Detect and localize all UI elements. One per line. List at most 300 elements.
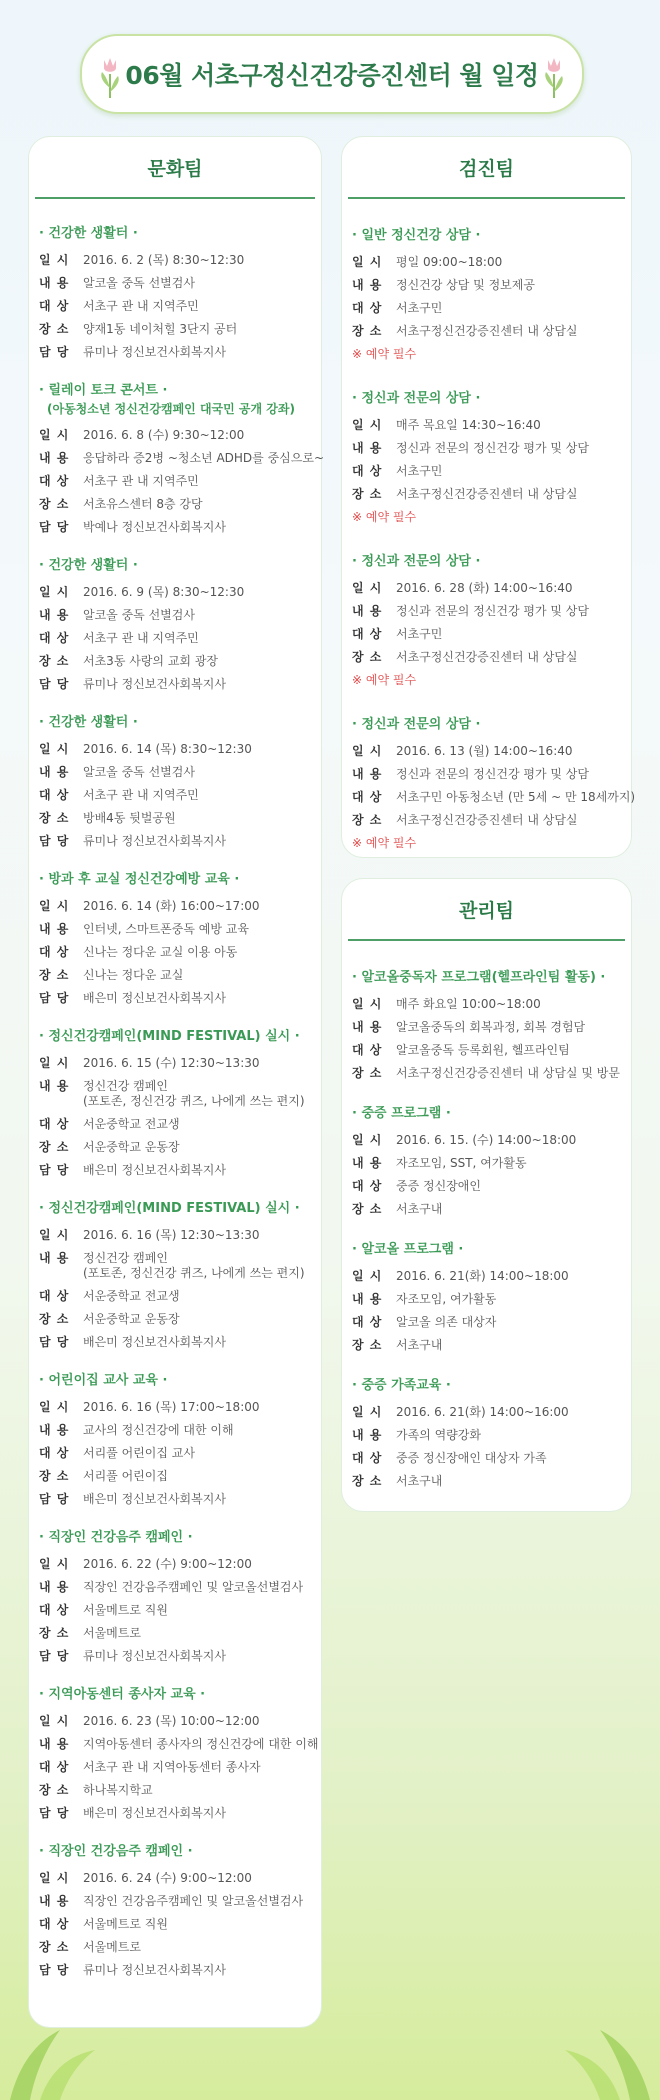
- section-title-text: · 알코올 프로그램 ·: [352, 1242, 464, 1257]
- info-row: [39, 1760, 311, 1775]
- info-value-line: 서초3동 사랑의 교회 광장: [83, 654, 218, 668]
- info-value-line: 응답하라 증2병 ~청소년 ADHD를 중심으로~: [83, 451, 325, 465]
- info-row: [39, 834, 311, 849]
- info-value: [396, 1474, 442, 1489]
- info-value: [396, 1405, 569, 1420]
- info-label: 담 당: [39, 677, 70, 691]
- info-value: [396, 1292, 496, 1307]
- info-label: 내 용: [39, 1423, 70, 1437]
- info-value-line: 정신과 전문의 정신건강 평가 및 상담: [396, 604, 589, 618]
- info-label: 내 용: [39, 1079, 70, 1093]
- schedule-section: [352, 1241, 621, 1353]
- schedule-section: [39, 225, 311, 360]
- info-value-line: 서초구 관 내 지역주민: [83, 474, 199, 488]
- info-value: [83, 788, 199, 803]
- info-row: [352, 1020, 621, 1035]
- info-row: [39, 1714, 311, 1729]
- info-label: 대 상: [352, 464, 383, 478]
- info-row: [352, 604, 621, 619]
- info-value-line: 인터넷, 스마트폰중독 예방 교육: [83, 922, 249, 936]
- info-row: [39, 1894, 311, 1909]
- info-label: 장 소: [39, 1469, 70, 1483]
- info-value: [83, 922, 249, 937]
- info-value-line: 배은미 정신보건사회복지사: [83, 1335, 226, 1349]
- schedule-section: [39, 1200, 311, 1350]
- section-title-text: · 어린이집 교사 교육 ·: [39, 1373, 168, 1388]
- info-label: 일 시: [39, 1400, 70, 1414]
- info-value-line: 서초구정신건강증진센터 내 상담실: [396, 487, 578, 501]
- schedule-section: [352, 969, 621, 1081]
- info-value: [83, 1917, 168, 1932]
- info-label: 대 상: [39, 788, 70, 802]
- info-value: [396, 1133, 576, 1148]
- info-value: [396, 487, 578, 502]
- info-value-line: 2016. 6. 21(화) 14:00~18:00: [396, 1269, 569, 1283]
- info-label: 장 소: [39, 1140, 70, 1154]
- info-label: 일 시: [352, 997, 383, 1011]
- info-label: 일 시: [39, 253, 70, 267]
- info-value-line: 2016. 6. 16 (목) 17:00~18:00: [83, 1400, 260, 1414]
- info-value-line: 2016. 6. 9 (목) 8:30~12:30: [83, 585, 245, 599]
- info-label: 내 용: [39, 765, 70, 779]
- section-title-text: · 일반 정신건강 상담 ·: [352, 228, 481, 243]
- section-title: [352, 390, 621, 408]
- info-label: 담 당: [39, 991, 70, 1005]
- info-label: 내 용: [39, 922, 70, 936]
- section-title: [352, 227, 621, 245]
- info-value: [83, 1626, 141, 1641]
- section-title: [39, 714, 311, 732]
- info-row: [352, 441, 621, 456]
- info-label: 대 상: [39, 1117, 70, 1131]
- info-label: 대 상: [352, 1451, 383, 1465]
- info-value: [83, 1423, 234, 1438]
- section-title-text: · 건강한 생활터 ·: [39, 226, 138, 241]
- info-row: [39, 345, 311, 360]
- info-value-line: 알코올중독 등록회원, 헬프라인팀: [396, 1043, 570, 1057]
- info-row: [352, 1474, 621, 1489]
- info-value: [396, 744, 573, 759]
- info-value: [83, 1446, 195, 1461]
- schedule-section: [39, 871, 311, 1006]
- info-row: [352, 1338, 621, 1353]
- info-value-line: 서리풀 어린이집: [83, 1469, 168, 1483]
- info-value: [83, 1335, 226, 1350]
- info-label: 장 소: [39, 811, 70, 825]
- info-label: 담 당: [39, 1492, 70, 1506]
- info-label: 내 용: [39, 1737, 70, 1751]
- info-row: [39, 299, 311, 314]
- info-value: [83, 322, 237, 337]
- info-value-line: 정신건강 캠페인: [83, 1251, 168, 1265]
- section-title: [352, 969, 621, 987]
- info-label: 장 소: [39, 1626, 70, 1640]
- info-value-line: (포토존, 정신건강 퀴즈, 나에게 쓰는 편지): [83, 1094, 305, 1108]
- info-row: [39, 1580, 311, 1595]
- info-value: [83, 608, 195, 623]
- checkup-team-panel: [341, 136, 636, 858]
- info-value: [396, 997, 541, 1012]
- info-row: [39, 742, 311, 757]
- info-value-line: 알코올중독의 회복과정, 회복 경험담: [396, 1020, 586, 1034]
- info-value-line: 알코올 중독 선별검사: [83, 608, 195, 622]
- section-title: [352, 716, 621, 734]
- info-value: [83, 1469, 168, 1484]
- info-value-line: 교사의 정신건강에 대한 이해: [83, 1423, 234, 1437]
- info-row: [39, 1469, 311, 1484]
- info-label: 내 용: [39, 1580, 70, 1594]
- info-value: [83, 1140, 180, 1155]
- info-value-line: 지역아동센터 종사자의 정신건강에 대한 이해: [83, 1737, 319, 1751]
- info-row: [39, 788, 311, 803]
- info-value: [83, 991, 226, 1006]
- grass-decoration: [540, 1990, 660, 2100]
- page-header: [80, 34, 584, 114]
- info-row: [39, 1649, 311, 1664]
- info-row: [352, 997, 621, 1012]
- info-label: 일 시: [352, 418, 383, 432]
- reservation-notice: ※ 예약 필수: [352, 347, 417, 361]
- info-row: [39, 1917, 311, 1932]
- info-value: [396, 1179, 481, 1194]
- info-label: 일 시: [352, 255, 383, 269]
- info-value: [396, 767, 589, 782]
- info-value-line: 알코올 중독 선별검사: [83, 765, 195, 779]
- info-label: 일 시: [39, 1056, 70, 1070]
- info-value-line: 서초구내: [396, 1202, 443, 1216]
- info-value-line: 류미나 정신보건사회복지사: [83, 345, 226, 359]
- info-row: [39, 1557, 311, 1572]
- info-label: 장 소: [352, 487, 383, 501]
- info-value: [396, 1202, 442, 1217]
- info-value-line: 서초구민 아동청소년 (만 5세 ~ 만 18세까지): [396, 790, 636, 804]
- info-label: 장 소: [352, 1338, 383, 1352]
- info-value-line: 서초구내: [396, 1338, 443, 1352]
- info-value-line: 서초구민: [396, 301, 443, 315]
- info-value-line: 서초구정신건강증진센터 내 상담실: [396, 324, 578, 338]
- info-value: [83, 1649, 226, 1664]
- culture-team-panel: [28, 136, 325, 2028]
- info-row: [39, 1312, 311, 1327]
- info-label: 담 당: [39, 345, 70, 359]
- info-row: [39, 1806, 311, 1821]
- info-value-line: 2016. 6. 21(화) 14:00~16:00: [396, 1405, 569, 1419]
- schedule-section: [352, 716, 636, 851]
- info-value: [83, 1079, 305, 1109]
- section-title: [352, 1241, 621, 1259]
- info-value-line: 배은미 정신보건사회복지사: [83, 1163, 226, 1177]
- info-value: [83, 276, 195, 291]
- info-value: [83, 1580, 303, 1595]
- info-value-line: 서초유스센터 8층 강당: [83, 497, 203, 511]
- section-title: [39, 1028, 311, 1046]
- info-value: [83, 742, 252, 757]
- info-value-line: 서초구 관 내 지역주민: [83, 631, 199, 645]
- info-value: [83, 1871, 252, 1886]
- section-title-text: · 정신건강캠페인(MIND FESTIVAL) 실시 ·: [39, 1201, 300, 1216]
- info-value-line: 서초구민: [396, 464, 443, 478]
- info-row: [352, 1428, 621, 1443]
- schedule-section: [39, 1372, 311, 1507]
- info-value: [396, 1066, 620, 1081]
- info-value: [83, 585, 244, 600]
- info-value: [83, 945, 237, 960]
- info-row: [39, 497, 311, 512]
- info-row: [352, 278, 621, 293]
- info-row: [352, 1066, 621, 1081]
- info-value-line: 배은미 정신보건사회복지사: [83, 991, 226, 1005]
- info-row: [39, 765, 311, 780]
- info-label: 대 상: [352, 1043, 383, 1057]
- info-label: 장 소: [352, 650, 383, 664]
- section-title-text: · 직장인 건강음주 캠페인 ·: [39, 1530, 193, 1545]
- info-value: [83, 253, 244, 268]
- info-label: 내 용: [352, 604, 383, 618]
- info-value: [396, 301, 442, 316]
- info-label: 일 시: [352, 744, 383, 758]
- info-value: [396, 581, 573, 596]
- info-value: [83, 1963, 226, 1978]
- info-label: 일 시: [39, 1557, 70, 1571]
- info-row: [352, 767, 621, 782]
- info-value: [83, 968, 183, 983]
- info-row: [352, 1202, 621, 1217]
- panel-heading: [348, 137, 625, 199]
- info-value: [83, 428, 244, 443]
- info-row: [352, 1156, 621, 1171]
- info-value: [83, 1760, 261, 1775]
- info-label: 대 상: [39, 1603, 70, 1617]
- section-title: [39, 382, 311, 418]
- info-label: 장 소: [352, 324, 383, 338]
- info-value-line: 서운중학교 운동장: [83, 1312, 180, 1326]
- schedule-section: [39, 557, 311, 692]
- info-label: 내 용: [352, 767, 383, 781]
- info-label: 일 시: [39, 742, 70, 756]
- info-row: [352, 464, 621, 479]
- schedule-section: [39, 1028, 311, 1178]
- info-row: [39, 1783, 311, 1798]
- section-title-text: · 지역아동센터 종사자 교육 ·: [39, 1687, 206, 1702]
- info-label: 대 상: [39, 631, 70, 645]
- section-title: [39, 871, 311, 889]
- info-value: [83, 520, 226, 535]
- info-value-line: 서초구내: [396, 1474, 443, 1488]
- info-row: [39, 654, 311, 669]
- info-value: [83, 497, 203, 512]
- info-row: [352, 255, 621, 270]
- info-value: [83, 299, 199, 314]
- info-value: [396, 1020, 585, 1035]
- info-row: [39, 1963, 311, 1978]
- info-value-line: 서울메트로: [83, 1940, 141, 1954]
- info-value-line: 서운중학교 전교생: [83, 1289, 180, 1303]
- info-label: 일 시: [352, 1405, 383, 1419]
- info-label: 대 상: [39, 1917, 70, 1931]
- section-title-text: · 정신과 전문의 상담 ·: [352, 554, 481, 569]
- section-title: [39, 1200, 311, 1218]
- info-value: [396, 418, 541, 433]
- info-row: [39, 1940, 311, 1955]
- info-label: 장 소: [39, 1312, 70, 1326]
- info-value: [396, 441, 589, 456]
- info-row: [39, 899, 311, 914]
- info-value-line: 류미나 정신보건사회복지사: [83, 1649, 226, 1663]
- info-label: 내 용: [352, 1020, 383, 1034]
- info-value-line: 신나는 정다운 교실: [83, 968, 184, 982]
- info-value-line: 서울메트로 직원: [83, 1603, 168, 1617]
- section-title: [352, 1105, 621, 1123]
- info-label: 대 상: [352, 627, 383, 641]
- info-value: [396, 627, 442, 642]
- schedule-section: [39, 1529, 311, 1664]
- info-row: [352, 790, 636, 805]
- reservation-notice: ※ 예약 필수: [352, 510, 417, 524]
- info-value: [83, 899, 260, 914]
- info-row: [352, 1292, 621, 1307]
- info-value: [396, 1269, 569, 1284]
- info-value: [396, 255, 502, 270]
- info-value-line: (포토존, 정신건강 퀴즈, 나에게 쓰는 편지): [83, 1266, 305, 1280]
- info-value-line: 서초구정신건강증진센터 내 상담실 및 방문: [396, 1066, 620, 1080]
- info-label: 대 상: [39, 474, 70, 488]
- info-value-line: 직장인 건강음주캠페인 및 알코올선별검사: [83, 1894, 304, 1908]
- info-label: 대 상: [39, 1289, 70, 1303]
- info-label: 일 시: [39, 899, 70, 913]
- info-row: [352, 813, 621, 828]
- info-label: 장 소: [39, 1783, 70, 1797]
- info-row: [39, 945, 311, 960]
- section-title: [39, 1843, 311, 1861]
- info-value-line: 양재1동 네이처힐 3단지 공터: [83, 322, 238, 336]
- info-value: [396, 1428, 481, 1443]
- info-value-line: 2016. 6. 15. (수) 14:00~18:00: [396, 1133, 577, 1147]
- info-value: [83, 1312, 180, 1327]
- reservation-notice: ※ 예약 필수: [352, 673, 417, 687]
- section-title: [39, 1529, 311, 1547]
- section-title: [352, 553, 621, 571]
- info-value-line: 2016. 6. 22 (수) 9:00~12:00: [83, 1557, 252, 1571]
- info-value: [396, 790, 635, 805]
- info-label: 대 상: [39, 1760, 70, 1774]
- info-label: 장 소: [39, 1940, 70, 1954]
- info-label: 일 시: [39, 1228, 70, 1242]
- tulip-icon: [96, 52, 124, 100]
- info-value-line: 서초구 관 내 지역아동센터 종사자: [83, 1760, 261, 1774]
- info-label: 대 상: [352, 1315, 383, 1329]
- grass-decoration: [0, 1990, 120, 2100]
- info-value-line: 배은미 정신보건사회복지사: [83, 1806, 226, 1820]
- info-value: [396, 1156, 527, 1171]
- info-label: 일 시: [39, 1871, 70, 1885]
- management-team-panel: [341, 878, 632, 1512]
- info-value-line: 류미나 정신보건사회복지사: [83, 1963, 226, 1977]
- info-value: [83, 811, 176, 826]
- info-label: 담 당: [39, 1163, 70, 1177]
- info-row: [39, 1871, 311, 1886]
- info-row: [39, 811, 311, 826]
- info-label: 일 시: [352, 581, 383, 595]
- info-label: 대 상: [352, 301, 383, 315]
- section-title-text: · 알코올중독자 프로그램(헬프라인팀 활동) ·: [352, 970, 606, 985]
- info-label: 일 시: [352, 1133, 383, 1147]
- info-row: [39, 1400, 311, 1415]
- info-label: 내 용: [39, 451, 70, 465]
- info-row: [39, 968, 311, 983]
- info-value: [396, 1451, 547, 1466]
- info-value-line: 신나는 정다운 교실 이용 아동: [83, 945, 238, 959]
- info-value: [83, 631, 199, 646]
- info-value: [83, 1163, 226, 1178]
- info-label: 담 당: [39, 1963, 70, 1977]
- info-label: 장 소: [352, 1202, 383, 1216]
- page-title: 06월 서초구정신건강증진센터 월 일정: [125, 61, 539, 90]
- info-label: 장 소: [352, 813, 383, 827]
- info-value-line: 자조모임, 여가활동: [396, 1292, 497, 1306]
- info-label: 내 용: [39, 1894, 70, 1908]
- info-value-line: 중증 정신장애인 대상자 가족: [396, 1451, 547, 1465]
- info-row: [39, 428, 311, 443]
- info-value-line: 서초구정신건강증진센터 내 상담실: [396, 813, 578, 827]
- section-subtitle: (아동청소년 정신건강캠페인 대국민 공개 강좌): [47, 402, 295, 416]
- info-value: [83, 677, 226, 692]
- info-value-line: 서리풀 어린이집 교사: [83, 1446, 195, 1460]
- info-label: 대 상: [39, 299, 70, 313]
- section-title: [39, 557, 311, 575]
- info-row: [352, 1133, 621, 1148]
- info-label: 내 용: [352, 278, 383, 292]
- info-row: [39, 1446, 311, 1461]
- info-value-line: 류미나 정신보건사회복지사: [83, 677, 226, 691]
- info-value-line: 2016. 6. 16 (목) 12:30~13:30: [83, 1228, 260, 1242]
- info-value: [83, 474, 199, 489]
- panel-heading-text: 관리팀: [458, 899, 515, 922]
- info-value: [83, 1228, 260, 1243]
- info-label: 내 용: [352, 441, 383, 455]
- info-row: [39, 451, 325, 466]
- info-row: [39, 922, 311, 937]
- info-value: [83, 1492, 226, 1507]
- section-title: [39, 225, 311, 243]
- info-row: [352, 301, 621, 316]
- section-title-text: · 중증 가족교육 ·: [352, 1378, 451, 1393]
- info-label: 일 시: [39, 1714, 70, 1728]
- schedule-section: [352, 227, 621, 362]
- info-value-line: 서울메트로: [83, 1626, 141, 1640]
- info-label: 장 소: [39, 322, 70, 336]
- info-label: 장 소: [39, 497, 70, 511]
- info-row: [39, 1492, 311, 1507]
- section-title-text: · 정신과 전문의 상담 ·: [352, 717, 481, 732]
- info-value: [396, 464, 442, 479]
- info-value: [83, 1737, 319, 1752]
- info-row: [39, 608, 311, 623]
- info-value-line: 배은미 정신보건사회복지사: [83, 1492, 226, 1506]
- info-value-line: 자조모임, SST, 여가활동: [396, 1156, 527, 1170]
- info-value-line: 정신과 전문의 정신건강 평가 및 상담: [396, 767, 589, 781]
- info-row: [39, 1289, 311, 1304]
- info-row: [39, 1423, 311, 1438]
- info-value: [83, 1557, 252, 1572]
- section-title-text: · 중증 프로그램 ·: [352, 1106, 451, 1121]
- section-title-text: · 직장인 건강음주 캠페인 ·: [39, 1844, 193, 1859]
- info-value: [396, 650, 578, 665]
- info-label: 일 시: [39, 585, 70, 599]
- info-value-line: 2016. 6. 28 (화) 14:00~16:40: [396, 581, 573, 595]
- info-value-line: 서초구 관 내 지역주민: [83, 788, 199, 802]
- info-value-line: 하나복지학교: [83, 1783, 153, 1797]
- section-title: [39, 1372, 311, 1390]
